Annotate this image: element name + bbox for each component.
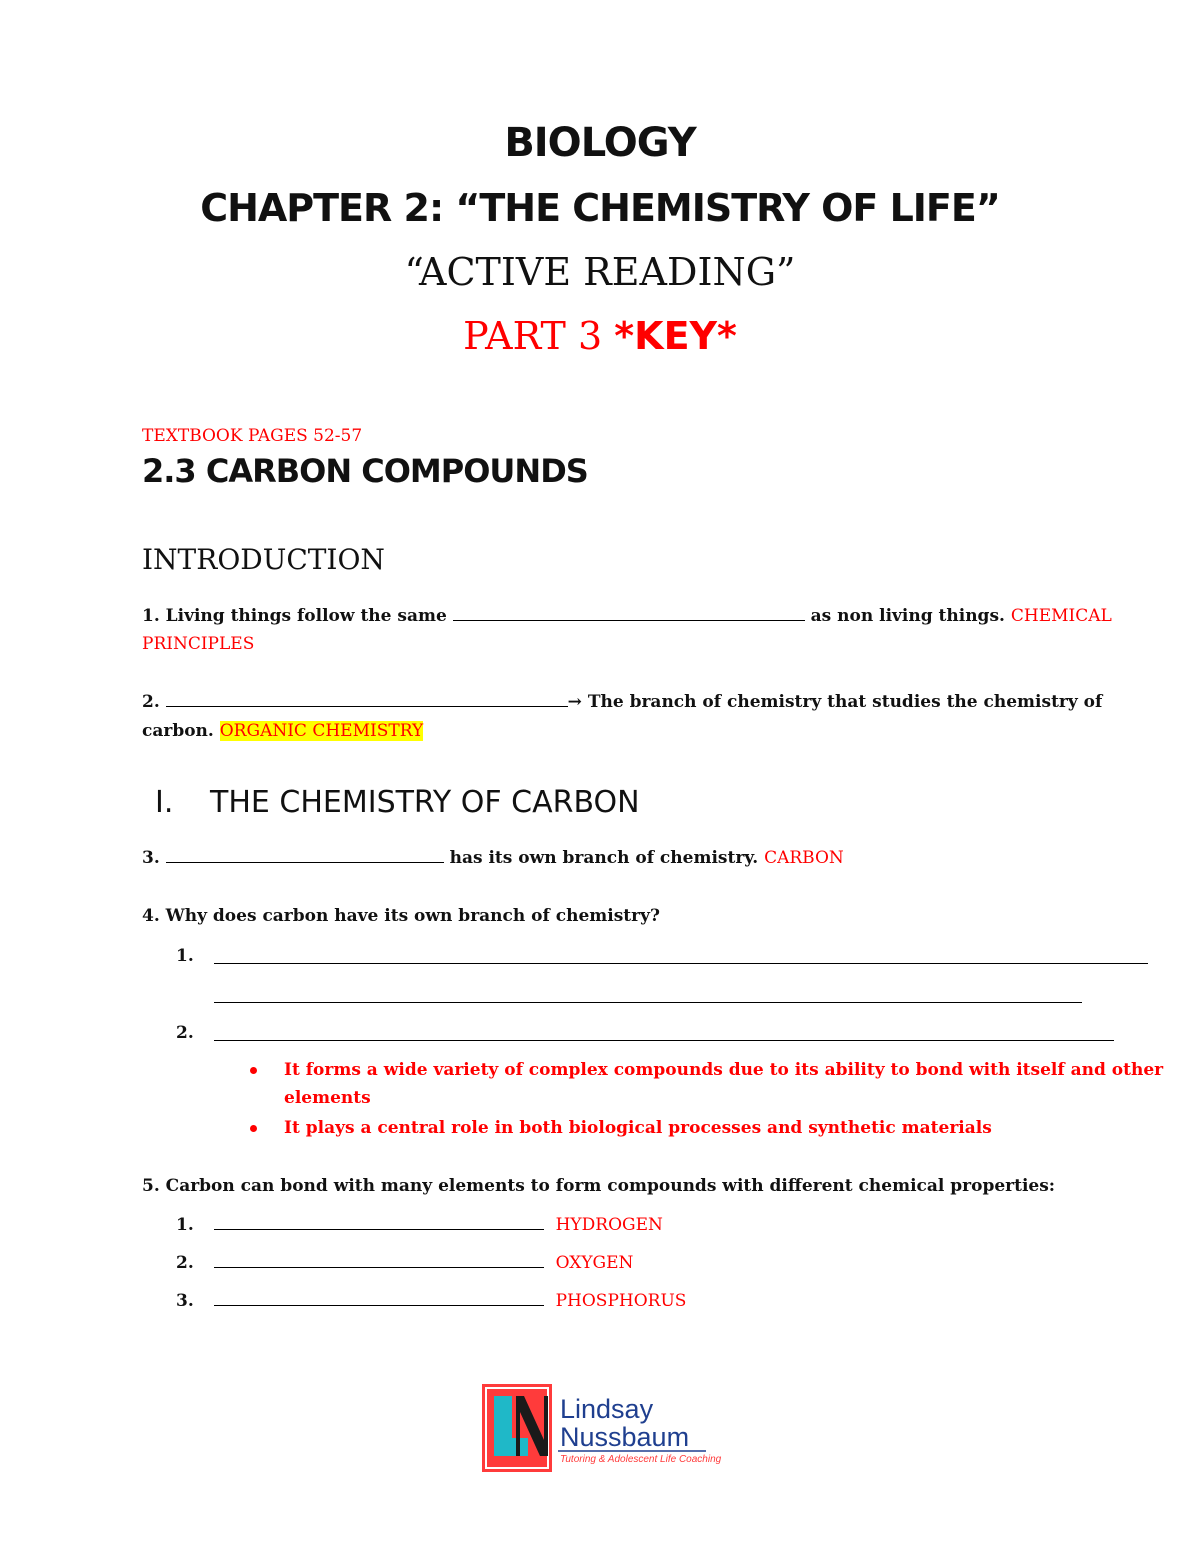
section-1-title: THE CHEMISTRY OF CARBON [210, 785, 640, 820]
answer-blank [453, 606, 805, 621]
logo-name-last: Nussbaum [560, 1422, 690, 1452]
answer-line [214, 1040, 1114, 1041]
textbook-pages: TEXTBOOK PAGES 52-57 [142, 426, 363, 446]
logo-tagline: Tutoring & Adolescent Life Coaching [560, 1454, 722, 1465]
question-5-answer: OXYGEN [555, 1253, 634, 1273]
answer-blank [214, 1215, 544, 1230]
answer-blank [214, 1253, 544, 1268]
question-5-item [176, 1253, 633, 1273]
question-4-answer: It forms a wide variety of complex compounds due to its ability to bond with itself and other [284, 1060, 1164, 1080]
question-4-answer-cont: elements [284, 1088, 371, 1108]
question-2-prefix: 2. [142, 692, 160, 712]
question-1-answer: CHEMICAL [1010, 606, 1112, 626]
introduction-heading: INTRODUCTION [142, 543, 385, 576]
bullet-icon [250, 1067, 257, 1074]
question-5-item [176, 1215, 663, 1235]
document-subject: BIOLOGY [504, 120, 696, 166]
item-number: 2. [176, 1253, 194, 1273]
question-5-answer: HYDROGEN [555, 1215, 663, 1235]
answer-line [214, 1002, 1082, 1003]
section-title: 2.3 CARBON COMPOUNDS [142, 452, 588, 490]
question-1-answer-cont: PRINCIPLES [142, 634, 255, 654]
bullet-icon [250, 1125, 257, 1132]
question-2-suffix: → The branch of chemistry that studies the chemistry of [567, 692, 1103, 712]
question-3-prefix: 3. [142, 848, 160, 868]
part-label: PART 3 [463, 314, 603, 358]
question-5: 5. Carbon can bond with many elements to form compounds with different chemical properties: [142, 1176, 1056, 1196]
answer-line [214, 963, 1148, 964]
question-3 [142, 848, 844, 868]
activity-title: “ACTIVE READING” [404, 250, 796, 294]
answer-blank [214, 1291, 544, 1306]
brand-logo [480, 1382, 730, 1474]
question-4: 4. Why does carbon have its own branch of chemistry? [142, 906, 660, 926]
question-5-answer: PHOSPHORUS [555, 1291, 687, 1311]
item-number: 1. [176, 1215, 194, 1235]
question-2-line-2 [142, 721, 423, 741]
question-4-item-number: 2. [176, 1023, 194, 1043]
question-2-answer: ORGANIC CHEMISTRY [219, 721, 424, 741]
part-title [0, 314, 1200, 358]
question-5-item [176, 1291, 686, 1311]
answer-blank [166, 848, 444, 863]
question-1-suffix: as non living things. [810, 606, 1005, 626]
logo-name-first: Lindsay [560, 1394, 654, 1424]
question-1 [142, 606, 1112, 626]
answer-blank [166, 692, 568, 707]
section-1-heading [155, 785, 640, 820]
question-1-prefix: 1. Living things follow the same [142, 606, 447, 626]
question-4-item-number: 1. [176, 946, 194, 966]
question-2-suffix-cont: carbon. [142, 721, 214, 741]
question-2 [142, 692, 1102, 712]
section-1-numeral: I. [155, 785, 174, 820]
question-3-suffix: has its own branch of chemistry. [449, 848, 759, 868]
question-1-line-2 [142, 634, 254, 654]
chapter-title: CHAPTER 2: “THE CHEMISTRY OF LIFE” [200, 186, 1000, 230]
question-4-answer: It plays a central role in both biological processes and synthetic materials [284, 1118, 992, 1138]
question-3-answer: CARBON [764, 848, 844, 868]
key-label: *KEY* [614, 314, 737, 358]
logo-letter-l-foot [494, 1438, 528, 1456]
item-number: 3. [176, 1291, 194, 1311]
